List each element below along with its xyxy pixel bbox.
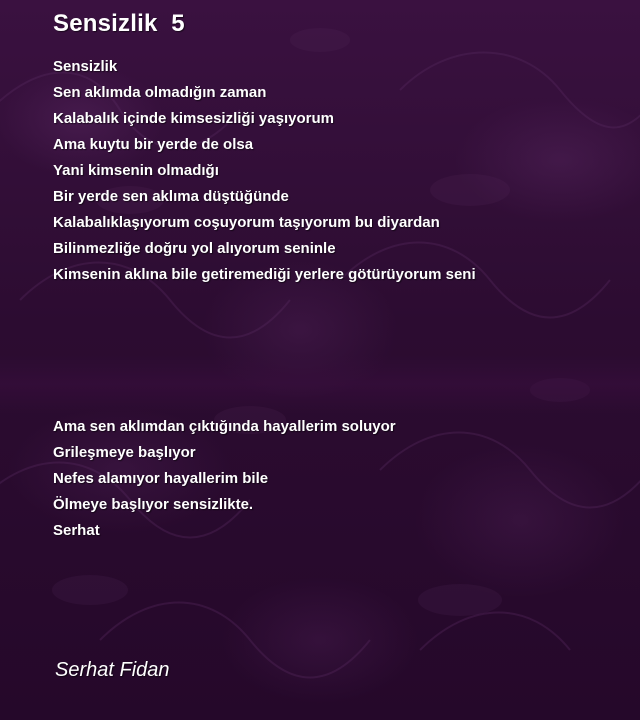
poem-line: Yani kimsenin olmadığı xyxy=(53,162,219,179)
poem-line: Sensizlik xyxy=(53,58,118,75)
poem-line: Ölmeye başlıyor sensizlikte. xyxy=(53,496,254,513)
poem-line: Grileşmeye başlıyor xyxy=(53,444,196,461)
poem-line: Bir yerde sen aklıma düştüğünde xyxy=(53,188,289,205)
poem-stanza-2 xyxy=(53,414,396,544)
poem-line: Kalabalıklaşıyorum coşuyorum taşıyorum bu diyardan xyxy=(53,214,440,231)
poem-author: Serhat Fidan xyxy=(55,659,170,681)
poem-title: Sensizlik 5 xyxy=(53,10,185,37)
poem-line: Bilinmezliğe doğru yol alıyorum seninle xyxy=(53,240,336,257)
poem-line: Kalabalık içinde kimsesizliği yaşıyorum xyxy=(53,110,334,127)
poem-stanza-1 xyxy=(53,54,476,288)
poem-line: Nefes alamıyor hayallerim bile xyxy=(53,470,269,487)
poem-line: Ama sen aklımdan çıktığında hayallerim soluyor xyxy=(53,418,396,435)
poem-line: Sen aklımda olmadığın zaman xyxy=(53,84,267,101)
poem-line: Ama kuytu bir yerde de olsa xyxy=(53,136,254,153)
poem-line: Kimsenin aklına bile getiremediği yerlere götürüyorum seni xyxy=(53,266,476,283)
poem-signature-line: Serhat xyxy=(53,522,100,539)
